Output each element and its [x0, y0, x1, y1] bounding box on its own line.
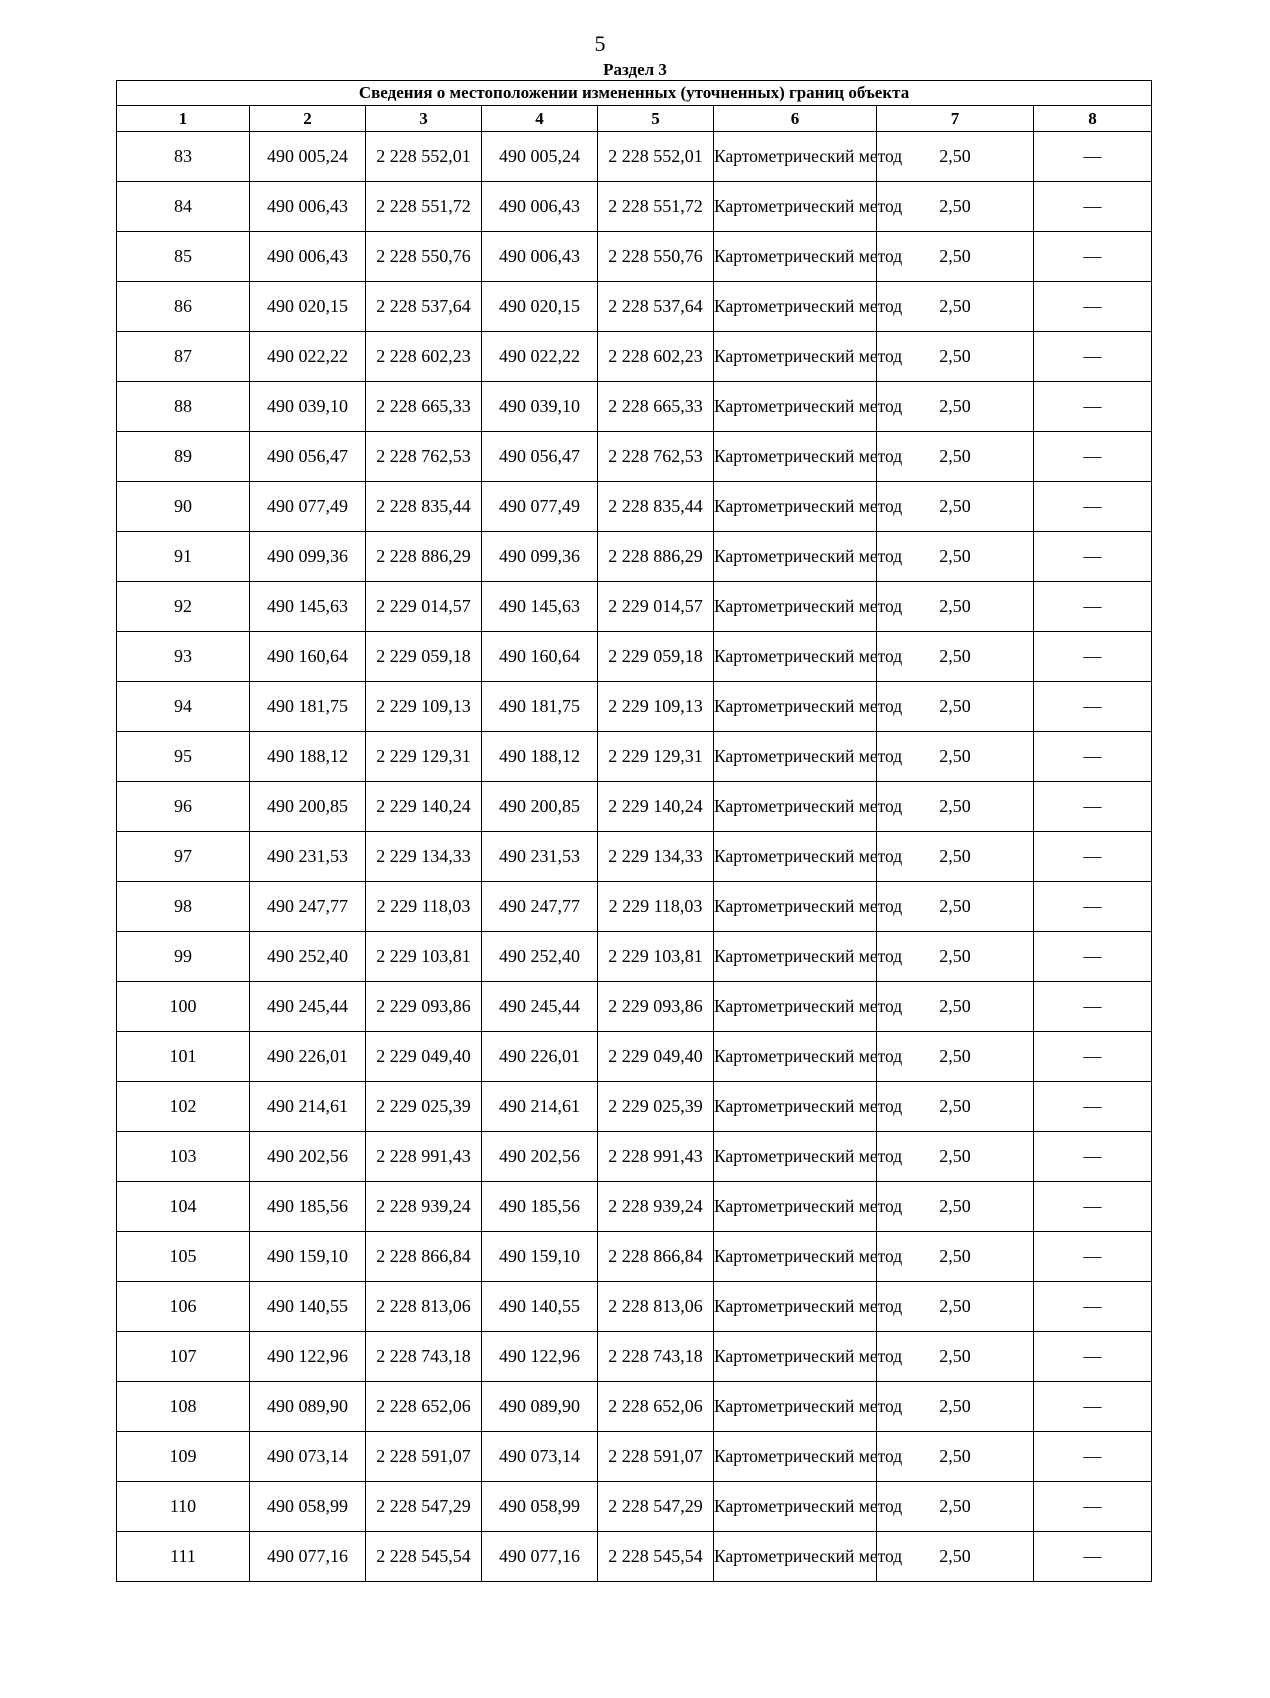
- cell-y-new: 2 229 049,40: [598, 1032, 714, 1082]
- table-row: [117, 782, 1152, 832]
- cell-y-new: 2 228 939,24: [598, 1182, 714, 1232]
- table-row: [117, 732, 1152, 782]
- cell-x-old: 490 022,22: [250, 332, 366, 382]
- cell-x-new: 490 006,43: [482, 232, 598, 282]
- cell-accuracy: 2,50: [877, 1032, 1034, 1082]
- table-row: [117, 532, 1152, 582]
- cell-x-old: 490 247,77: [250, 882, 366, 932]
- cell-y-old: 2 229 049,40: [366, 1032, 482, 1082]
- cell-description: —: [1034, 682, 1152, 732]
- cell-point-number: 86: [117, 282, 250, 332]
- cell-x-old: 490 006,43: [250, 182, 366, 232]
- cell-y-old: 2 229 025,39: [366, 1082, 482, 1132]
- boundary-coordinates-table: [116, 80, 1152, 1582]
- table-body: [117, 132, 1152, 1582]
- table-row: [117, 982, 1152, 1032]
- cell-point-number: 106: [117, 1282, 250, 1332]
- cell-y-old: 2 228 835,44: [366, 482, 482, 532]
- cell-x-new: 490 077,49: [482, 482, 598, 532]
- cell-y-new: 2 228 591,07: [598, 1432, 714, 1482]
- cell-accuracy: 2,50: [877, 1482, 1034, 1532]
- cell-description: —: [1034, 782, 1152, 832]
- cell-y-new: 2 228 602,23: [598, 332, 714, 382]
- cell-method: Картометрический метод: [714, 732, 877, 782]
- cell-accuracy: 2,50: [877, 532, 1034, 582]
- cell-description: —: [1034, 1082, 1152, 1132]
- cell-accuracy: 2,50: [877, 482, 1034, 532]
- cell-description: —: [1034, 1332, 1152, 1382]
- cell-description: —: [1034, 182, 1152, 232]
- cell-x-old: 490 089,90: [250, 1382, 366, 1432]
- cell-point-number: 111: [117, 1532, 250, 1582]
- cell-x-old: 490 077,16: [250, 1532, 366, 1582]
- cell-y-new: 2 228 835,44: [598, 482, 714, 532]
- cell-accuracy: 2,50: [877, 382, 1034, 432]
- table-row: [117, 1032, 1152, 1082]
- cell-x-old: 490 181,75: [250, 682, 366, 732]
- cell-method: Картометрический метод: [714, 932, 877, 982]
- cell-y-new: 2 228 547,29: [598, 1482, 714, 1532]
- cell-y-old: 2 228 547,29: [366, 1482, 482, 1532]
- cell-accuracy: 2,50: [877, 432, 1034, 482]
- cell-x-new: 490 058,99: [482, 1482, 598, 1532]
- cell-x-old: 490 006,43: [250, 232, 366, 282]
- cell-y-old: 2 228 939,24: [366, 1182, 482, 1232]
- cell-point-number: 93: [117, 632, 250, 682]
- cell-description: —: [1034, 1282, 1152, 1332]
- table-row: [117, 1482, 1152, 1532]
- column-number: 8: [1034, 106, 1152, 132]
- cell-x-old: 490 188,12: [250, 732, 366, 782]
- table-row: [117, 1182, 1152, 1232]
- cell-x-old: 490 099,36: [250, 532, 366, 582]
- cell-x-new: 490 140,55: [482, 1282, 598, 1332]
- cell-point-number: 108: [117, 1382, 250, 1432]
- table-row: [117, 1232, 1152, 1282]
- cell-x-old: 490 214,61: [250, 1082, 366, 1132]
- table-row: [117, 1082, 1152, 1132]
- cell-point-number: 85: [117, 232, 250, 282]
- cell-description: —: [1034, 1032, 1152, 1082]
- cell-accuracy: 2,50: [877, 632, 1034, 682]
- cell-description: —: [1034, 632, 1152, 682]
- cell-method: Картометрический метод: [714, 1082, 877, 1132]
- cell-method: Картометрический метод: [714, 232, 877, 282]
- cell-y-new: 2 228 537,64: [598, 282, 714, 332]
- cell-method: Картометрический метод: [714, 1532, 877, 1582]
- cell-method: Картометрический метод: [714, 832, 877, 882]
- column-number: 5: [598, 106, 714, 132]
- cell-x-new: 490 073,14: [482, 1432, 598, 1482]
- cell-description: —: [1034, 982, 1152, 1032]
- cell-y-old: 2 229 059,18: [366, 632, 482, 682]
- cell-y-new: 2 229 129,31: [598, 732, 714, 782]
- table-row: [117, 832, 1152, 882]
- cell-x-new: 490 160,64: [482, 632, 598, 682]
- cell-x-old: 490 005,24: [250, 132, 366, 182]
- cell-y-new: 2 229 109,13: [598, 682, 714, 732]
- cell-y-old: 2 229 140,24: [366, 782, 482, 832]
- cell-y-new: 2 228 813,06: [598, 1282, 714, 1332]
- cell-point-number: 97: [117, 832, 250, 882]
- cell-x-old: 490 145,63: [250, 582, 366, 632]
- cell-y-old: 2 229 093,86: [366, 982, 482, 1032]
- cell-y-old: 2 228 591,07: [366, 1432, 482, 1482]
- cell-y-old: 2 229 118,03: [366, 882, 482, 932]
- cell-method: Картометрический метод: [714, 582, 877, 632]
- cell-description: —: [1034, 1532, 1152, 1582]
- cell-x-new: 490 202,56: [482, 1132, 598, 1182]
- cell-accuracy: 2,50: [877, 1432, 1034, 1482]
- cell-y-new: 2 228 652,06: [598, 1382, 714, 1432]
- cell-description: —: [1034, 1432, 1152, 1482]
- cell-y-old: 2 228 762,53: [366, 432, 482, 482]
- cell-y-new: 2 228 550,76: [598, 232, 714, 282]
- cell-x-old: 490 185,56: [250, 1182, 366, 1232]
- cell-y-new: 2 229 134,33: [598, 832, 714, 882]
- cell-point-number: 83: [117, 132, 250, 182]
- cell-y-old: 2 228 551,72: [366, 182, 482, 232]
- cell-x-new: 490 006,43: [482, 182, 598, 232]
- cell-accuracy: 2,50: [877, 1532, 1034, 1582]
- cell-point-number: 92: [117, 582, 250, 632]
- cell-x-new: 490 185,56: [482, 1182, 598, 1232]
- cell-x-old: 490 058,99: [250, 1482, 366, 1532]
- cell-y-new: 2 228 551,72: [598, 182, 714, 232]
- cell-y-new: 2 228 665,33: [598, 382, 714, 432]
- cell-method: Картометрический метод: [714, 482, 877, 532]
- cell-x-new: 490 247,77: [482, 882, 598, 932]
- cell-point-number: 105: [117, 1232, 250, 1282]
- cell-description: —: [1034, 332, 1152, 382]
- table-row: [117, 932, 1152, 982]
- cell-x-new: 490 145,63: [482, 582, 598, 632]
- cell-x-old: 490 200,85: [250, 782, 366, 832]
- cell-x-new: 490 252,40: [482, 932, 598, 982]
- cell-point-number: 109: [117, 1432, 250, 1482]
- cell-y-old: 2 228 552,01: [366, 132, 482, 182]
- cell-description: —: [1034, 1382, 1152, 1432]
- cell-x-new: 490 039,10: [482, 382, 598, 432]
- table-row: [117, 482, 1152, 532]
- cell-description: —: [1034, 482, 1152, 532]
- table-row: [117, 332, 1152, 382]
- column-number: 4: [482, 106, 598, 132]
- cell-method: Картометрический метод: [714, 1332, 877, 1382]
- table-row: [117, 882, 1152, 932]
- cell-description: —: [1034, 1182, 1152, 1232]
- cell-description: —: [1034, 1232, 1152, 1282]
- cell-x-new: 490 077,16: [482, 1532, 598, 1582]
- cell-point-number: 88: [117, 382, 250, 432]
- table-row: [117, 1282, 1152, 1332]
- cell-y-new: 2 228 762,53: [598, 432, 714, 482]
- cell-y-old: 2 228 813,06: [366, 1282, 482, 1332]
- cell-accuracy: 2,50: [877, 1132, 1034, 1182]
- column-number: 3: [366, 106, 482, 132]
- cell-y-new: 2 228 866,84: [598, 1232, 714, 1282]
- cell-accuracy: 2,50: [877, 332, 1034, 382]
- cell-method: Картометрический метод: [714, 1482, 877, 1532]
- cell-y-old: 2 228 665,33: [366, 382, 482, 432]
- cell-method: Картометрический метод: [714, 1132, 877, 1182]
- cell-y-old: 2 228 886,29: [366, 532, 482, 582]
- cell-method: Картометрический метод: [714, 1032, 877, 1082]
- cell-y-old: 2 229 103,81: [366, 932, 482, 982]
- cell-point-number: 89: [117, 432, 250, 482]
- cell-point-number: 102: [117, 1082, 250, 1132]
- cell-description: —: [1034, 832, 1152, 882]
- cell-description: —: [1034, 732, 1152, 782]
- cell-x-old: 490 231,53: [250, 832, 366, 882]
- cell-x-old: 490 077,49: [250, 482, 366, 532]
- table-caption: Сведения о местоположении измененных (уточненных) границ объекта: [117, 81, 1152, 106]
- cell-method: Картометрический метод: [714, 882, 877, 932]
- page-number: 5: [594, 31, 606, 56]
- cell-y-new: 2 228 991,43: [598, 1132, 714, 1182]
- table-row: [117, 182, 1152, 232]
- table-row: [117, 582, 1152, 632]
- cell-y-new: 2 229 014,57: [598, 582, 714, 632]
- cell-x-old: 490 056,47: [250, 432, 366, 482]
- cell-method: Картометрический метод: [714, 982, 877, 1032]
- cell-description: —: [1034, 932, 1152, 982]
- column-number: 7: [877, 106, 1034, 132]
- cell-accuracy: 2,50: [877, 1332, 1034, 1382]
- cell-point-number: 104: [117, 1182, 250, 1232]
- cell-accuracy: 2,50: [877, 132, 1034, 182]
- cell-y-new: 2 228 545,54: [598, 1532, 714, 1582]
- cell-point-number: 103: [117, 1132, 250, 1182]
- cell-method: Картометрический метод: [714, 1282, 877, 1332]
- cell-y-new: 2 228 743,18: [598, 1332, 714, 1382]
- column-number: 1: [117, 106, 250, 132]
- cell-x-new: 490 056,47: [482, 432, 598, 482]
- cell-accuracy: 2,50: [877, 232, 1034, 282]
- cell-accuracy: 2,50: [877, 682, 1034, 732]
- cell-method: Картометрический метод: [714, 1382, 877, 1432]
- table-row: [117, 382, 1152, 432]
- cell-point-number: 100: [117, 982, 250, 1032]
- cell-description: —: [1034, 382, 1152, 432]
- cell-x-new: 490 181,75: [482, 682, 598, 732]
- cell-y-old: 2 228 550,76: [366, 232, 482, 282]
- cell-x-old: 490 245,44: [250, 982, 366, 1032]
- cell-x-old: 490 202,56: [250, 1132, 366, 1182]
- cell-point-number: 91: [117, 532, 250, 582]
- cell-x-old: 490 252,40: [250, 932, 366, 982]
- table-row: [117, 432, 1152, 482]
- cell-y-old: 2 229 109,13: [366, 682, 482, 732]
- cell-description: —: [1034, 1132, 1152, 1182]
- cell-point-number: 99: [117, 932, 250, 982]
- cell-method: Картометрический метод: [714, 182, 877, 232]
- cell-accuracy: 2,50: [877, 282, 1034, 332]
- cell-x-new: 490 188,12: [482, 732, 598, 782]
- cell-y-new: 2 229 118,03: [598, 882, 714, 932]
- cell-accuracy: 2,50: [877, 582, 1034, 632]
- cell-accuracy: 2,50: [877, 182, 1034, 232]
- cell-x-new: 490 089,90: [482, 1382, 598, 1432]
- cell-y-new: 2 228 552,01: [598, 132, 714, 182]
- cell-accuracy: 2,50: [877, 1382, 1034, 1432]
- cell-x-new: 490 022,22: [482, 332, 598, 382]
- cell-method: Картометрический метод: [714, 282, 877, 332]
- cell-y-new: 2 229 103,81: [598, 932, 714, 982]
- cell-point-number: 107: [117, 1332, 250, 1382]
- cell-y-new: 2 229 093,86: [598, 982, 714, 1032]
- cell-y-old: 2 228 743,18: [366, 1332, 482, 1382]
- cell-method: Картометрический метод: [714, 432, 877, 482]
- cell-y-new: 2 229 059,18: [598, 632, 714, 682]
- cell-y-old: 2 228 537,64: [366, 282, 482, 332]
- cell-y-old: 2 228 866,84: [366, 1232, 482, 1282]
- cell-accuracy: 2,50: [877, 1232, 1034, 1282]
- table-row: [117, 1132, 1152, 1182]
- cell-x-old: 490 140,55: [250, 1282, 366, 1332]
- cell-x-new: 490 005,24: [482, 132, 598, 182]
- cell-accuracy: 2,50: [877, 882, 1034, 932]
- cell-method: Картометрический метод: [714, 1232, 877, 1282]
- table-row: [117, 1332, 1152, 1382]
- cell-y-new: 2 229 140,24: [598, 782, 714, 832]
- cell-point-number: 110: [117, 1482, 250, 1532]
- cell-x-old: 490 073,14: [250, 1432, 366, 1482]
- cell-x-new: 490 122,96: [482, 1332, 598, 1382]
- cell-x-new: 490 099,36: [482, 532, 598, 582]
- cell-point-number: 94: [117, 682, 250, 732]
- cell-y-old: 2 229 129,31: [366, 732, 482, 782]
- table-row: [117, 682, 1152, 732]
- cell-point-number: 98: [117, 882, 250, 932]
- cell-accuracy: 2,50: [877, 782, 1034, 832]
- cell-method: Картометрический метод: [714, 382, 877, 432]
- cell-point-number: 87: [117, 332, 250, 382]
- cell-y-old: 2 229 014,57: [366, 582, 482, 632]
- cell-description: —: [1034, 532, 1152, 582]
- column-number: 2: [250, 106, 366, 132]
- cell-method: Картометрический метод: [714, 682, 877, 732]
- cell-y-old: 2 228 545,54: [366, 1532, 482, 1582]
- table-row: [117, 132, 1152, 182]
- cell-point-number: 96: [117, 782, 250, 832]
- cell-x-old: 490 122,96: [250, 1332, 366, 1382]
- cell-description: —: [1034, 232, 1152, 282]
- cell-accuracy: 2,50: [877, 732, 1034, 782]
- cell-y-old: 2 228 602,23: [366, 332, 482, 382]
- cell-y-new: 2 229 025,39: [598, 1082, 714, 1132]
- cell-y-new: 2 228 886,29: [598, 532, 714, 582]
- cell-description: —: [1034, 882, 1152, 932]
- cell-x-new: 490 159,10: [482, 1232, 598, 1282]
- cell-point-number: 95: [117, 732, 250, 782]
- cell-method: Картометрический метод: [714, 532, 877, 582]
- cell-x-old: 490 160,64: [250, 632, 366, 682]
- cell-method: Картометрический метод: [714, 332, 877, 382]
- column-number-row: [117, 106, 1152, 132]
- cell-description: —: [1034, 582, 1152, 632]
- cell-point-number: 90: [117, 482, 250, 532]
- table-row: [117, 1382, 1152, 1432]
- cell-accuracy: 2,50: [877, 1282, 1034, 1332]
- cell-point-number: 84: [117, 182, 250, 232]
- cell-method: Картометрический метод: [714, 132, 877, 182]
- cell-accuracy: 2,50: [877, 982, 1034, 1032]
- cell-x-new: 490 020,15: [482, 282, 598, 332]
- cell-x-old: 490 226,01: [250, 1032, 366, 1082]
- cell-x-old: 490 039,10: [250, 382, 366, 432]
- table-row: [117, 1432, 1152, 1482]
- cell-y-old: 2 228 991,43: [366, 1132, 482, 1182]
- table-row: [117, 232, 1152, 282]
- cell-method: Картометрический метод: [714, 632, 877, 682]
- cell-accuracy: 2,50: [877, 832, 1034, 882]
- cell-description: —: [1034, 432, 1152, 482]
- cell-accuracy: 2,50: [877, 1082, 1034, 1132]
- cell-x-new: 490 226,01: [482, 1032, 598, 1082]
- cell-x-new: 490 231,53: [482, 832, 598, 882]
- section-title: Раздел 3: [603, 60, 667, 79]
- cell-y-old: 2 229 134,33: [366, 832, 482, 882]
- cell-y-old: 2 228 652,06: [366, 1382, 482, 1432]
- cell-description: —: [1034, 1482, 1152, 1532]
- cell-accuracy: 2,50: [877, 1182, 1034, 1232]
- column-number: 6: [714, 106, 877, 132]
- cell-method: Картометрический метод: [714, 1182, 877, 1232]
- cell-point-number: 101: [117, 1032, 250, 1082]
- cell-x-new: 490 214,61: [482, 1082, 598, 1132]
- cell-method: Картометрический метод: [714, 1432, 877, 1482]
- cell-description: —: [1034, 132, 1152, 182]
- cell-description: —: [1034, 282, 1152, 332]
- table-row: [117, 632, 1152, 682]
- cell-x-new: 490 200,85: [482, 782, 598, 832]
- cell-method: Картометрический метод: [714, 782, 877, 832]
- table-row: [117, 282, 1152, 332]
- cell-x-old: 490 020,15: [250, 282, 366, 332]
- cell-x-old: 490 159,10: [250, 1232, 366, 1282]
- table-row: [117, 1532, 1152, 1582]
- cell-x-new: 490 245,44: [482, 982, 598, 1032]
- cell-accuracy: 2,50: [877, 932, 1034, 982]
